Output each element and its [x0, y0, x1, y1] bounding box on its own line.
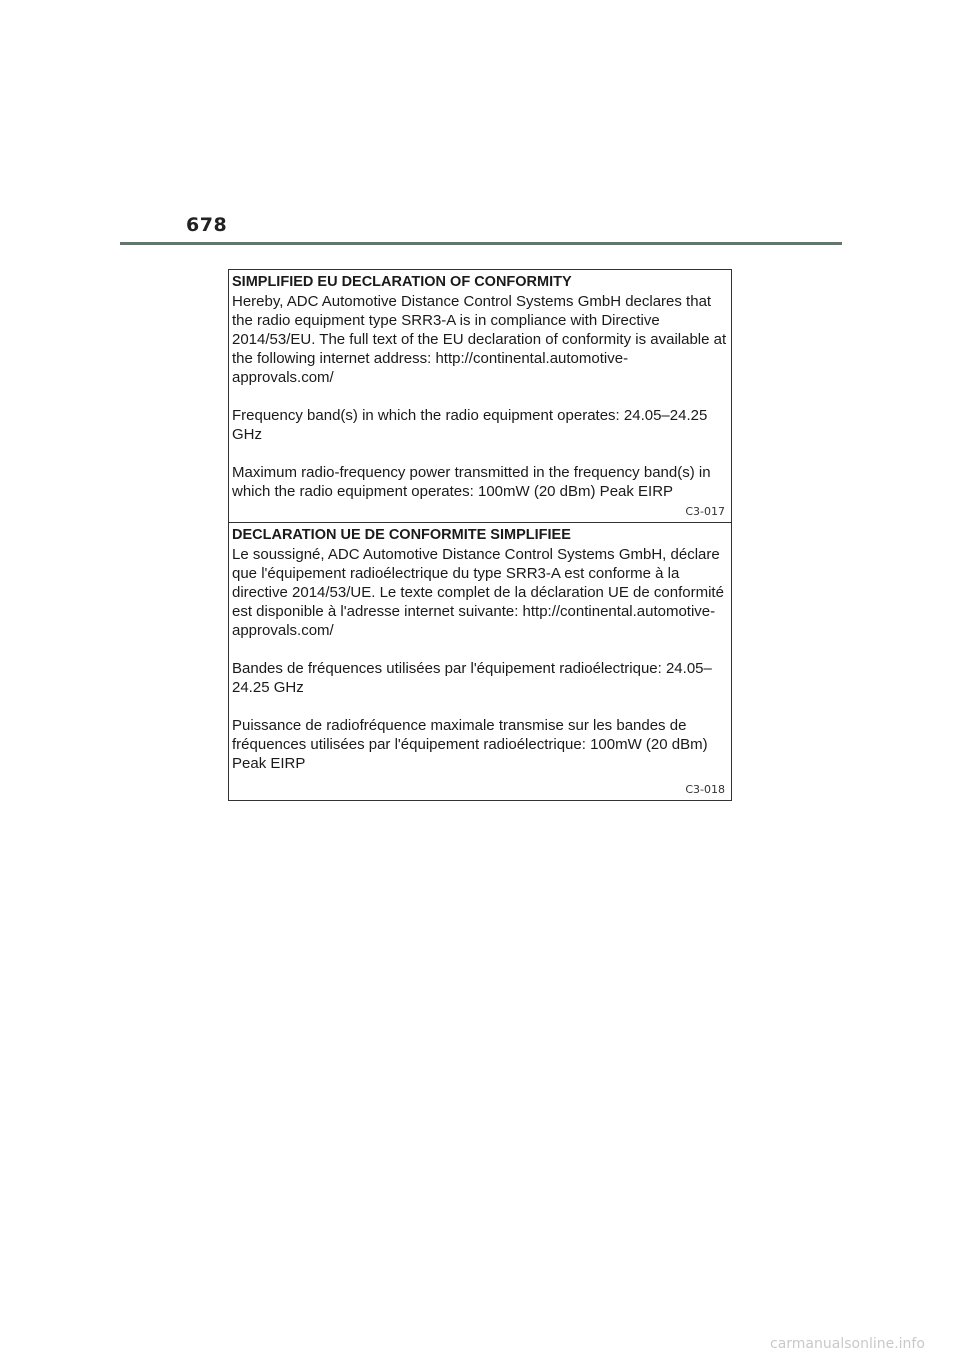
declaration-paragraph: Le soussigné, ADC Automotive Distance Control Systems GmbH, déclare que l'équipement radioélectrique du type SRR3-A est conforme à la directive 2014/53/UE. Le texte complet de la déclaration UE de conformité est disponible à l'adresse internet suivante: http://continental.automotive-approvals.com/ [232, 546, 724, 639]
declaration-paragraph: Hereby, ADC Automotive Distance Control Systems GmbH declares that the radio equipment type SRR3-A is in compliance with Directive 2014/53/EU. The full text of the EU declaration of conformity is available at the following internet address: http://continental.automotive-approvals.com/ [232, 293, 727, 386]
header-rule [120, 242, 842, 245]
image-code: C3-017 [685, 505, 725, 518]
power-paragraph: Puissance de radiofréquence maximale transmise sur les bandes de fréquences utilisées par l'équipement radioélectrique: 100mW (20 dBm) Peak EIRP [232, 717, 708, 772]
frequency-paragraph: Bandes de fréquences utilisées par l'équipement radioélectrique: 24.05–24.25 GHz [232, 660, 712, 696]
page-number: 678 [186, 214, 228, 236]
watermark-text: carmanualsonline.info [770, 1336, 925, 1352]
frequency-paragraph: Frequency band(s) in which the radio equipment operates: 24.05–24.25 GHz [232, 407, 708, 443]
image-code: C3-018 [685, 783, 725, 796]
declaration-section-english [229, 270, 731, 522]
declaration-section-french [229, 522, 731, 800]
declaration-box [228, 269, 732, 801]
section-title: SIMPLIFIED EU DECLARATION OF CONFORMITY [232, 274, 572, 290]
power-paragraph: Maximum radio-frequency power transmitted in the frequency band(s) in which the radio equipment operates: 100mW (20 dBm) Peak EIRP [232, 464, 711, 500]
section-title: DECLARATION UE DE CONFORMITE SIMPLIFIEE [232, 527, 571, 543]
